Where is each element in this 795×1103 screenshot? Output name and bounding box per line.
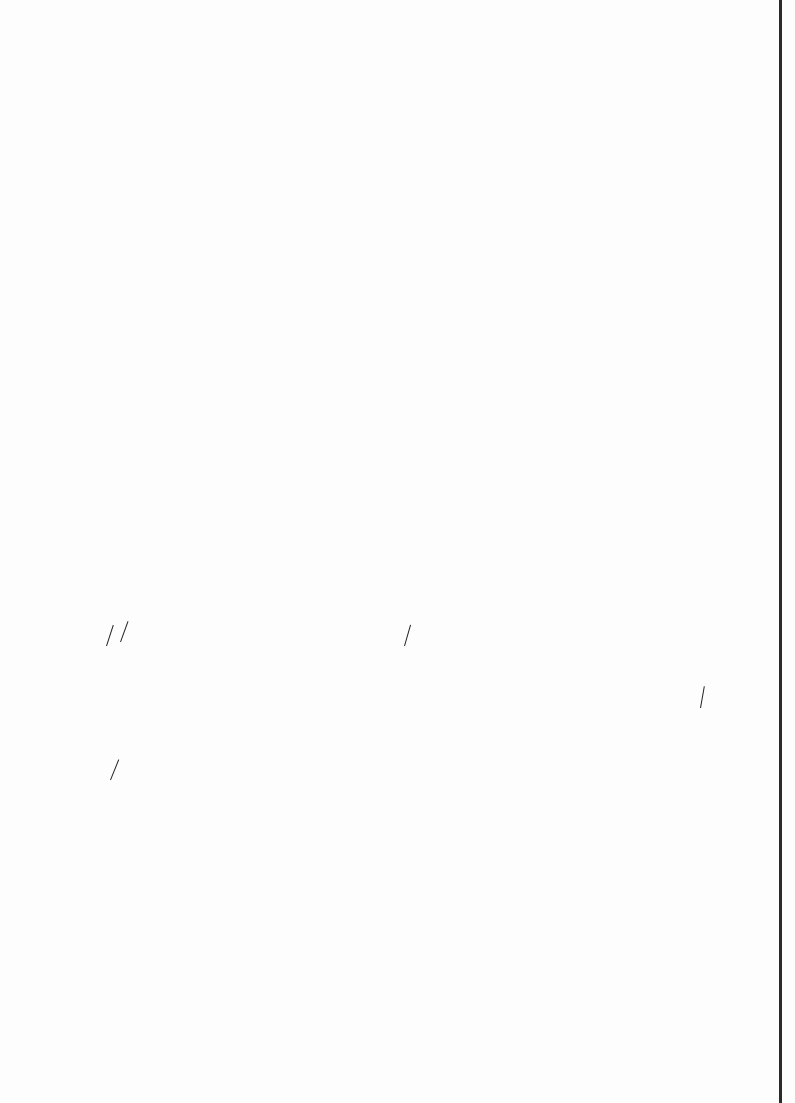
page-edge xyxy=(779,0,782,1103)
date-row xyxy=(452,54,722,76)
subject-row xyxy=(452,32,722,54)
binder-holes xyxy=(737,20,767,1070)
header-fields xyxy=(452,32,722,76)
